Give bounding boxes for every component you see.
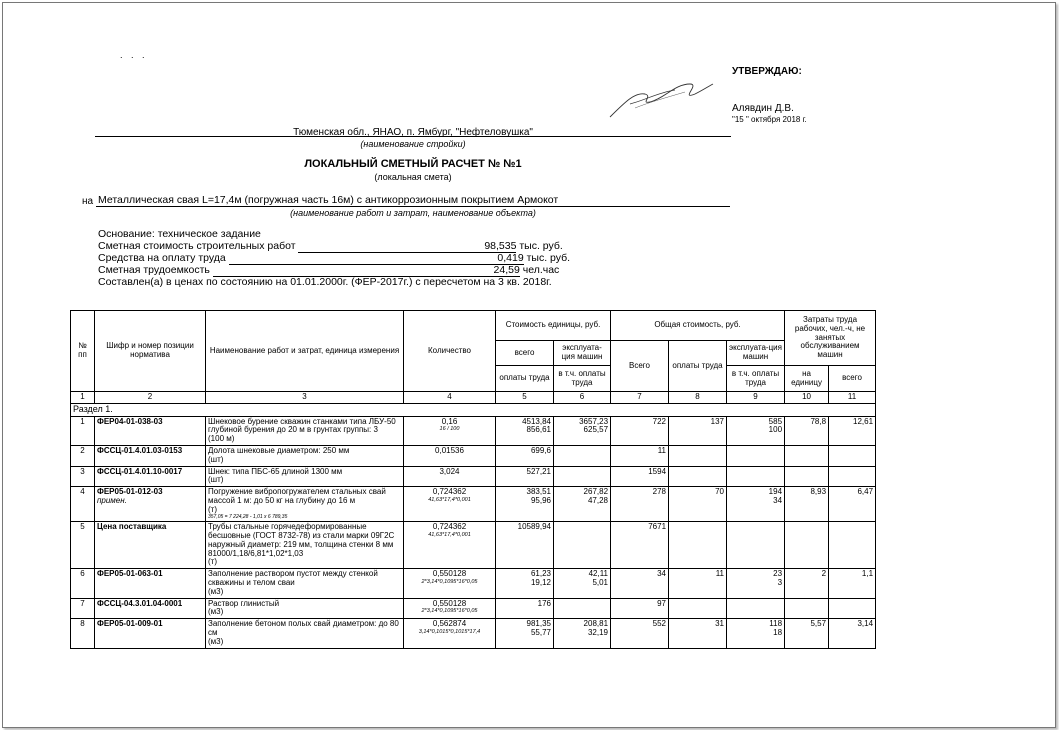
- row-unit: (м3): [208, 586, 224, 596]
- unit-cost-all: 10589,94: [517, 522, 551, 532]
- labor-per-unit: 8,93: [810, 487, 827, 497]
- unit-cost-machines: 3657,23: [579, 416, 609, 426]
- unit-cost-machines: 267,82: [583, 487, 609, 497]
- row-qty: 0,550128: [432, 598, 467, 608]
- th-per-unit: на единицу: [785, 366, 829, 392]
- row-name: Погружение вибропогружателем стальных свай массой 1 м: до 50 кг на глубину до 16 м: [208, 487, 386, 506]
- row-unit: (м3): [208, 607, 224, 617]
- row-name: Долота шнековые диаметром: 250 мм: [208, 446, 350, 456]
- labor-per-unit: 78,8: [810, 416, 827, 426]
- row-code: ФССЦ-01.4.01.10-0017: [97, 466, 183, 476]
- total-all: 11: [657, 446, 667, 456]
- row-qty: 0,16: [441, 416, 458, 426]
- unit-cost-incl: 47,28: [587, 496, 609, 506]
- unit-cost-all: 527,21: [526, 466, 551, 476]
- table-row: [71, 487, 876, 522]
- row-num: 8: [80, 619, 85, 629]
- total-machines: 194: [768, 487, 783, 497]
- total-all: 34: [657, 569, 667, 579]
- unit-cost-all: 4513,84: [522, 416, 551, 426]
- row-code: ФССЦ-01.4.01.03-0153: [97, 446, 183, 456]
- row-name: Трубы стальные горячедеформированные бесшовные (ГОСТ 8732-78) из стали марки 09Г2С наружный диаметр: 219 мм, толщина стенки 8 мм 81000/1,18/6,81*1,02*1,03: [208, 522, 395, 558]
- work-underline: [96, 206, 730, 207]
- labor-per-unit: 2: [821, 569, 827, 579]
- row-num: 3: [80, 466, 85, 476]
- prices-text: Составлен(а) в ценах по состоянию на 01.01.2000г. (ФЕР-2017г.) с пересчетом на 3 кв. 2018г.: [98, 276, 552, 288]
- unit-cost-all: 383,51: [526, 487, 551, 497]
- approver-name: Алявдин Д.В.: [732, 103, 794, 114]
- column-number: 2: [95, 392, 206, 404]
- th-total-machines: эксплуата-ция машин: [727, 341, 785, 366]
- row-qty: 0,724362: [432, 522, 467, 532]
- row-code: Цена поставщика: [97, 522, 167, 532]
- row-name: Шнек: типа ПБС-65 длиной 1300 мм: [208, 466, 343, 476]
- th-incl-wage: в т.ч. оплаты труда: [554, 366, 611, 392]
- row-code: ФЕР05-01-012-03: [97, 487, 163, 497]
- th-total-incl: в т.ч. оплаты труда: [727, 366, 785, 392]
- row-qty: 0,562874: [432, 619, 467, 629]
- unit-cost-incl: 32,19: [587, 627, 609, 637]
- th-labor-all: всего: [829, 366, 876, 392]
- approve-date: "15 " октября 2018 г.: [732, 115, 807, 124]
- table-row: [71, 598, 876, 619]
- th-machines: эксплуата-ция машин: [554, 341, 611, 366]
- row-name: Заполнение раствором пустот между стенкой скважины и телом сваи: [208, 569, 378, 587]
- unit-cost-all: 61,23: [530, 569, 551, 579]
- row-unit: (шт): [208, 475, 224, 485]
- th-qty: Количество: [404, 311, 496, 392]
- column-number: 7: [611, 392, 669, 404]
- row-qty: 3,024: [439, 466, 460, 476]
- row-num: 2: [80, 446, 85, 456]
- total-machines: 118: [769, 619, 783, 629]
- row-code: ФССЦ-04.3.01.04-0001: [97, 598, 183, 608]
- row-qty-formula: 2*3,14*0,1095*16*0,05: [421, 578, 478, 585]
- total-wage: 31: [715, 619, 725, 629]
- row-num: 4: [80, 487, 85, 497]
- unit-cost-wage: 55,77: [530, 627, 551, 637]
- labor-all: 1,1: [861, 569, 874, 579]
- row-num: 1: [80, 416, 85, 426]
- unit-cost-incl: 625,57: [583, 425, 609, 435]
- total-incl: 34: [773, 496, 783, 506]
- document-title: ЛОКАЛЬНЫЙ СМЕТНЫЙ РАСЧЕТ № №1: [304, 158, 522, 170]
- row-unit: (м3): [208, 636, 224, 646]
- unit-cost-machines: 42,11: [588, 569, 609, 579]
- column-number: 10: [785, 392, 829, 404]
- row-formula: 357,05 = 7 224,28 - 1,01 х 6 789,35: [208, 513, 288, 520]
- total-all: 278: [652, 487, 667, 497]
- row-qty: 0,01536: [435, 446, 464, 456]
- work-caption: (наименование работ и затрат, наименование объекта): [290, 208, 536, 218]
- column-number: 3: [206, 392, 404, 404]
- labor-all: 3,14: [857, 619, 874, 629]
- unit-cost-wage: 856,61: [526, 425, 551, 435]
- column-numbers-row: [71, 392, 876, 404]
- column-number: 6: [554, 392, 611, 404]
- wage-label: Средства на оплату труда: [98, 252, 226, 264]
- th-total-all: Всего: [611, 341, 669, 392]
- column-number: 4: [404, 392, 496, 404]
- row-name: Заполнение бетоном полых свай диаметром: до 80 см: [208, 619, 399, 637]
- table-row: [71, 619, 876, 648]
- table-row: [71, 446, 876, 467]
- labor-unit: чел.час: [522, 264, 560, 276]
- row-code: ФЕР05-01-063-01: [97, 569, 163, 579]
- total-incl: 100: [768, 425, 783, 435]
- table-row: [71, 569, 876, 598]
- th-code: Шифр и номер позиции норматива: [95, 311, 206, 392]
- total-incl: 18: [773, 627, 783, 637]
- site-caption: (наименование стройки): [360, 139, 466, 149]
- row-code: ФЕР05-01-009-01: [97, 619, 163, 629]
- labor-label: Сметная трудоемкость: [98, 264, 210, 276]
- site-name: Тюменская обл., ЯНАО, п. Ямбург, "Нефтеловушка": [293, 127, 533, 138]
- row-qty-formula: 41,63*17,4*0,001: [428, 497, 471, 504]
- row-code: ФЕР04-01-038-03: [97, 416, 163, 426]
- row-qty: 0,724362: [432, 487, 467, 497]
- labor-per-unit: 5,57: [810, 619, 827, 629]
- approve-label: УТВЕРЖДАЮ:: [732, 66, 802, 77]
- section-row: [71, 403, 876, 416]
- total-all: 7671: [648, 522, 667, 532]
- basis-line: [98, 228, 261, 240]
- total-all: 552: [652, 619, 667, 629]
- row-num: 5: [80, 522, 85, 532]
- row-num: 7: [80, 598, 85, 608]
- row-qty-formula: 41,63*17,4*0,001: [428, 531, 471, 538]
- column-number: 8: [669, 392, 727, 404]
- wage-unit: тыс. руб.: [526, 252, 571, 264]
- column-number: 11: [829, 392, 876, 404]
- th-name: Наименование работ и затрат, единица измерения: [206, 311, 404, 392]
- total-all: 97: [657, 598, 667, 608]
- table-row: [71, 416, 876, 445]
- cost-value: 98,535: [298, 240, 516, 253]
- wage-value: 0,419: [229, 252, 524, 265]
- total-machines: 23: [773, 569, 783, 579]
- section-title: Раздел 1.: [71, 403, 876, 416]
- th-labor: Затраты труда рабочих, чел.-ч, не занятых обслуживанием машин: [785, 311, 876, 366]
- column-number: 5: [496, 392, 554, 404]
- labor-all: 12,61: [853, 416, 874, 426]
- row-unit: (т): [208, 504, 217, 514]
- work-name: Металлическая свая L=17,4м (погружная часть 16м) с антикоррозионным покрытием Армокот: [98, 194, 559, 206]
- th-wage: оплаты труда: [496, 366, 554, 392]
- row-name: Раствор глинистый: [208, 598, 280, 608]
- total-machines: 585: [768, 416, 783, 426]
- unit-cost-all: 176: [537, 598, 551, 608]
- unit-cost-wage: 95,96: [530, 496, 551, 506]
- unit-cost-all: 699,6: [530, 446, 551, 456]
- th-unit-cost: Стоимость единицы, руб.: [496, 311, 611, 341]
- row-unit: (шт): [208, 454, 224, 464]
- row-name: Шнековое бурение скважин станками типа ЛБУ-50 глубиной бурения до 20 м в грунтах группы: 3: [208, 416, 396, 435]
- table-row: [71, 466, 876, 487]
- total-incl: 3: [777, 577, 783, 587]
- row-qty-formula: 16 / 100: [439, 426, 460, 433]
- row-qty: 0,550128: [432, 569, 467, 579]
- signature-icon: [605, 72, 715, 122]
- total-wage: 70: [715, 487, 725, 497]
- row-qty-formula: 2*3,14*0,1095*16*0,05: [421, 608, 478, 615]
- unit-cost-all: 981,35: [526, 619, 551, 629]
- row-code-note: примен.: [97, 496, 127, 506]
- column-number: 1: [71, 392, 95, 404]
- labor-value: 24,59: [213, 264, 520, 277]
- cost-unit: тыс. руб.: [519, 240, 563, 252]
- th-total-wage: оплаты труда: [669, 341, 727, 392]
- header-dots: . . .: [120, 50, 148, 60]
- total-wage: 11: [715, 569, 725, 579]
- prices-line: [98, 276, 552, 288]
- th-num: № пп: [71, 311, 95, 392]
- unit-cost-incl: 5,01: [592, 577, 609, 587]
- row-qty-formula: 3,14*0,1015*0,1015*17,4: [418, 628, 481, 635]
- document-subtitle: (локальная смета): [374, 172, 452, 182]
- row-unit: (т): [208, 557, 217, 567]
- table-row: [71, 522, 876, 569]
- th-total-cost: Общая стоимость, руб.: [611, 311, 785, 341]
- row-num: 6: [80, 569, 85, 579]
- total-all: 1594: [648, 466, 667, 476]
- total-wage: 137: [710, 416, 725, 426]
- unit-cost-wage: 19,12: [530, 577, 551, 587]
- row-unit: (100 м): [208, 434, 235, 444]
- labor-all: 6,47: [857, 487, 874, 497]
- cost-label: Сметная стоимость строительных работ: [98, 240, 296, 252]
- estimate-table: [70, 310, 876, 649]
- basis-text: Основание: техническое задание: [98, 228, 261, 240]
- total-all: 722: [652, 416, 667, 426]
- on-label: на: [82, 196, 94, 207]
- unit-cost-machines: 208,81: [583, 619, 609, 629]
- column-number: 9: [727, 392, 785, 404]
- th-all: всего: [496, 341, 554, 366]
